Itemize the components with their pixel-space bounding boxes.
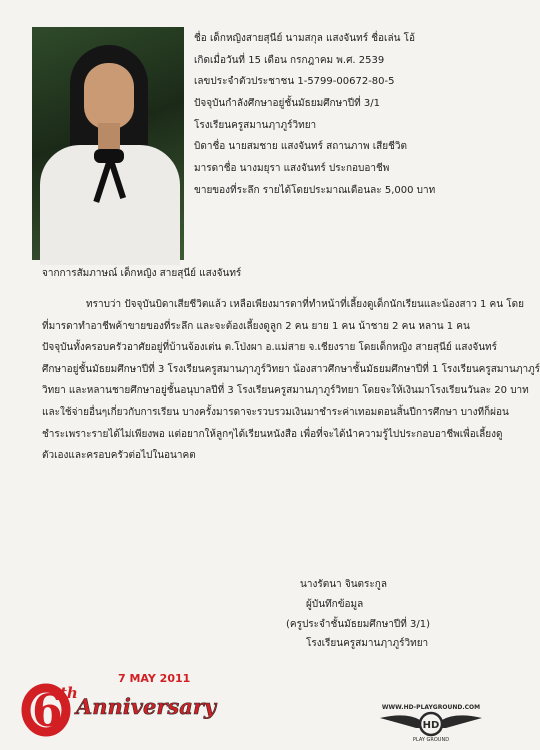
hd-badge-text: HD [422,720,440,731]
anniversary-date: 7 MAY 2011 [118,672,191,685]
name-line: ชื่อ เด็กหญิงสายสุนีย์ นามสกุล แสงจันทร์ ชื่อเล่น โอ้ [194,33,415,44]
birth-line: เกิดเมื่อวันที่ 15 เดือน กรกฎาคม พ.ศ. 2539 [194,54,385,66]
interview-body [42,294,540,467]
body-line: ตัวเองและครอบครัวต่อไปในอนาคต [42,450,196,462]
signer-role: ผู้บันทึกข้อมูล [306,598,364,610]
anniversary-logo [20,668,217,737]
body-line: ชำระเพราะรายได้ไม่เพียงพอ แต่อยากให้ลูกๆได้เรียนหนังสือ เพื่อที่จะได้นำความรู้ไปประกอบอาชีพเพื่อเลี้ยงดู [42,428,503,440]
study-line: ปัจจุบันกำลังศึกษาอยู่ชั้นมัธยมศึกษาปีที่ 3/1 [194,98,380,110]
anniversary-word: Anniversary [76,694,217,719]
father-line: บิดาชื่อ นายสมชาย แสงจันทร์ สถานภาพ เสียชีวิต [194,141,408,153]
body-line: ปัจจุบันทั้งครอบครัวอาศัยอยู่ที่บ้านจ้องเต่น ต.โป่งผา อ.แม่สาย จ.เชียงราย โดยเด็กหญิง สายสุนีย์ แสงจันทร์ [42,342,497,354]
hd-playground-logo [376,700,486,742]
anniversary-number: 6 [32,686,63,737]
mother-line: มารดาชื่อ นางมยุรา แสงจันทร์ ประกอบอาชีพ [194,163,390,175]
body-line: และใช้จ่ายอื่นๆเกี่ยวกับการเรียน บางครั้งมารดาจะรวบรวมเงินมาชำระค่าเทอมตอนสิ้นปีการศึกษา บางทีก็ผ่อน [42,406,509,418]
signature-block [286,575,456,654]
hd-tagline: PLAY GROUND [412,737,450,743]
profile-info [194,28,490,202]
student-photo [32,27,184,260]
signer-name: นางรัตนา จินตระกูล [300,579,387,590]
body-line: ศึกษาอยู่ชั้นมัธยมศึกษาปีที่ 3 โรงเรียนครูสมานฦาภูร์วิทยา น้องสาวศึกษาชั้นมัธยมศึกษาปีที่ 1 โรงเรียนครูสมานฦาภูร์ [42,363,540,375]
signer-school: โรงเรียนครูสมานฦาภูร์วิทยา [306,638,429,650]
hd-url: WWW.HD-PLAYGROUND.COM [381,704,481,711]
signer-position: (ครูประจำชั้นมัธยมศึกษาปีที่ 3/1) [286,618,431,630]
body-line: ทราบว่า ปัจจุบันบิดาเสียชีวิตแล้ว เหลือเพียงมารดาที่ทำหน้าที่เลี้ยงดูเด็กนักเรียนและน้องสาว 1 คน โดย [86,299,524,310]
school-line: โรงเรียนครูสมานฦาภูร์วิทยา [194,119,317,131]
body-line: วิทยา และหลานชายศึกษาอยู่ชั้นอนุบาลปีที่ 3 โรงเรียนครูสมานฦาภูร์วิทยา โดยจะให้เงินมาโรงเรียนวันละ 20 บาท [42,385,529,397]
income-line: ขายของที่ระลึก รายได้โดยประมาณเดือนละ 5,000 บาท [194,184,436,196]
id-line: เลขประจำตัวประชาชน 1-5799-00672-80-5 [194,76,395,88]
anniversary-superscript: th [60,684,78,702]
interview-intro: จากการสัมภาษณ์ เด็กหญิง สายสุนีย์ แสงจันทร์ [42,268,242,279]
body-line: ที่มารดาทำอาชีพค้าขายของที่ระลึก และจะต้องเลี้ยงดูลูก 2 คน ยาย 1 คน น้าชาย 2 คน หลาน 1 คน [42,320,470,332]
